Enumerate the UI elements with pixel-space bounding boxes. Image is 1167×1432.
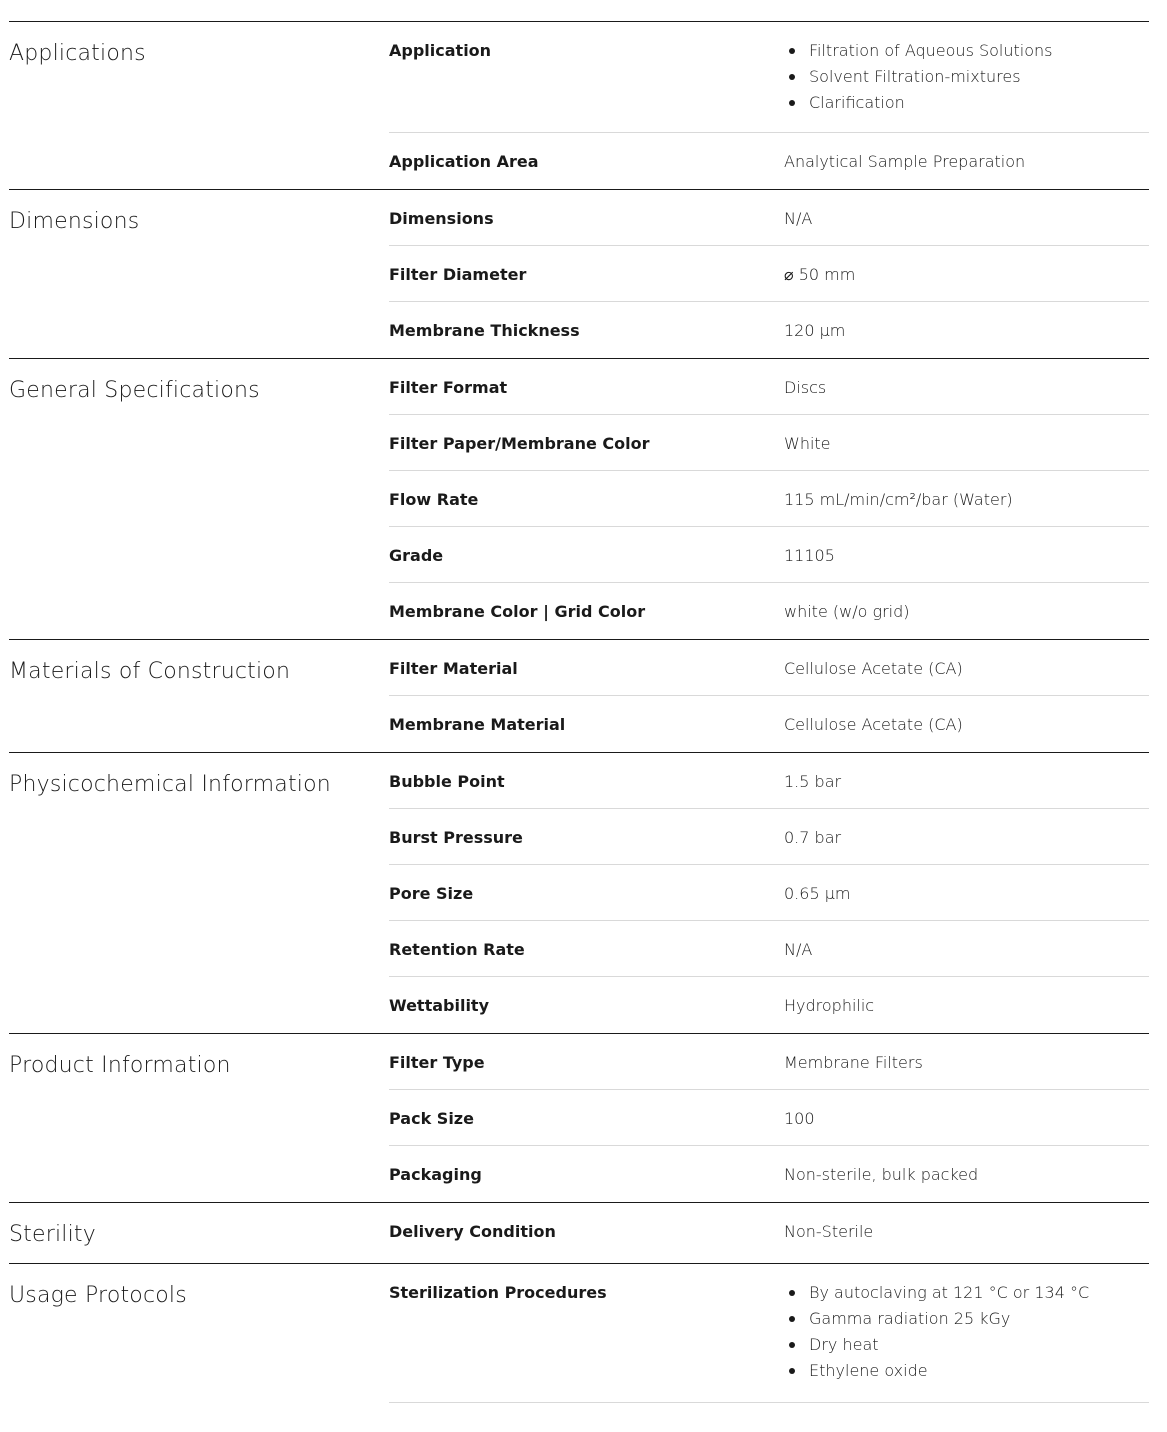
spec-label: Dimensions [389, 209, 494, 228]
spec-value: 0.65 µm [784, 884, 851, 903]
section-rows [389, 190, 1149, 358]
spec-row-membrane-color [389, 415, 1149, 471]
spec-label: Delivery Condition [389, 1222, 556, 1241]
spec-value: Membrane Filters [784, 1053, 923, 1072]
spec-label: Membrane Material [389, 715, 566, 734]
spec-table [9, 21, 1149, 1403]
spec-label: Filter Type [389, 1053, 485, 1072]
spec-row-membrane-material [389, 696, 1149, 752]
spec-value: 0.7 bar [784, 828, 842, 847]
spec-value: ⌀ 50 mm [784, 265, 856, 284]
spec-value: Cellulose Acetate (CA) [784, 659, 963, 678]
spec-value: White [784, 434, 831, 453]
spec-value: 115 mL/min/cm²/bar (Water) [784, 490, 1013, 509]
spec-value: 11105 [784, 546, 835, 565]
spec-label: Packaging [389, 1165, 482, 1184]
spec-row-application [389, 22, 1149, 133]
section-general-specifications [9, 358, 1149, 639]
spec-row-pore-size [389, 865, 1149, 921]
spec-label: Filter Material [389, 659, 518, 678]
spec-label: Filter Diameter [389, 265, 527, 284]
spec-row-dimensions [389, 190, 1149, 246]
spec-value: Non-sterile, bulk packed [784, 1165, 979, 1184]
spec-row-bubble-point [389, 753, 1149, 809]
list-item: Dry heat [809, 1332, 1149, 1358]
section-title: Dimensions [9, 209, 140, 234]
spec-label: Filter Format [389, 378, 508, 397]
spec-row-flow-rate [389, 471, 1149, 527]
spec-row-packaging [389, 1146, 1149, 1202]
spec-row-wettability [389, 977, 1149, 1033]
spec-row-filter-diameter [389, 246, 1149, 302]
section-dimensions [9, 189, 1149, 358]
section-physicochemical-information [9, 752, 1149, 1033]
spec-label: Membrane Color | Grid Color [389, 602, 646, 621]
value-list [784, 38, 1149, 116]
section-title: Applications [9, 41, 146, 66]
section-title: General Specifications [9, 378, 260, 403]
list-item: Filtration of Aqueous Solutions [809, 38, 1149, 64]
section-usage-protocols [9, 1263, 1149, 1403]
section-rows [389, 753, 1149, 1033]
spec-row-sterilization-procedures [389, 1264, 1149, 1403]
spec-value: Cellulose Acetate (CA) [784, 715, 963, 734]
section-title: Materials of Construction [9, 659, 291, 684]
spec-value: Non-Sterile [784, 1222, 874, 1241]
spec-value: N/A [784, 940, 813, 959]
spec-value: N/A [784, 209, 813, 228]
spec-label: Application Area [389, 152, 539, 171]
spec-row-membrane-thickness [389, 302, 1149, 358]
list-item: By autoclaving at 121 °C or 134 °C [809, 1280, 1149, 1306]
section-title: Usage Protocols [9, 1283, 187, 1308]
spec-row-retention-rate [389, 921, 1149, 977]
spec-label: Pore Size [389, 884, 474, 903]
section-rows [389, 359, 1149, 639]
spec-value: Discs [784, 378, 827, 397]
spec-row-pack-size [389, 1090, 1149, 1146]
spec-label: Application [389, 41, 492, 60]
spec-label: Filter Paper/Membrane Color [389, 434, 650, 453]
spec-row-application-area [389, 133, 1149, 189]
spec-value: white (w/o grid) [784, 602, 910, 621]
spec-label: Retention Rate [389, 940, 525, 959]
section-rows [389, 640, 1149, 752]
spec-label: Grade [389, 546, 444, 565]
spec-value: Hydrophilic [784, 996, 875, 1015]
section-materials-of-construction [9, 639, 1149, 752]
spec-label: Bubble Point [389, 772, 505, 791]
spec-row-filter-format [389, 359, 1149, 415]
spec-row-burst-pressure [389, 809, 1149, 865]
spec-value: 100 [784, 1109, 815, 1128]
spec-label: Wettability [389, 996, 490, 1015]
section-sterility [9, 1202, 1149, 1263]
section-rows [389, 1203, 1149, 1263]
spec-value: Analytical Sample Preparation [784, 152, 1026, 171]
list-item: Solvent Filtration-mixtures [809, 64, 1149, 90]
spec-row-grade [389, 527, 1149, 583]
section-title: Physicochemical Information [9, 772, 331, 797]
value-list [784, 1280, 1149, 1384]
spec-row-grid-color [389, 583, 1149, 639]
spec-label: Pack Size [389, 1109, 474, 1128]
section-title: Product Information [9, 1053, 231, 1078]
list-item: Clarification [809, 90, 1149, 116]
section-rows [389, 1264, 1149, 1403]
section-product-information [9, 1033, 1149, 1202]
list-item: Gamma radiation 25 kGy [809, 1306, 1149, 1332]
spec-label: Sterilization Procedures [389, 1283, 607, 1302]
spec-row-filter-type [389, 1034, 1149, 1090]
section-title: Sterility [9, 1222, 96, 1247]
spec-label: Membrane Thickness [389, 321, 580, 340]
list-item: Ethylene oxide [809, 1358, 1149, 1384]
spec-value [784, 1264, 1149, 1384]
section-rows [389, 22, 1149, 189]
spec-value [784, 22, 1149, 116]
spec-label: Burst Pressure [389, 828, 523, 847]
spec-value: 120 µm [784, 321, 846, 340]
spec-label: Flow Rate [389, 490, 479, 509]
spec-value: 1.5 bar [784, 772, 842, 791]
spec-row-filter-material [389, 640, 1149, 696]
section-rows [389, 1034, 1149, 1202]
spec-row-delivery-condition [389, 1203, 1149, 1263]
section-applications [9, 21, 1149, 189]
